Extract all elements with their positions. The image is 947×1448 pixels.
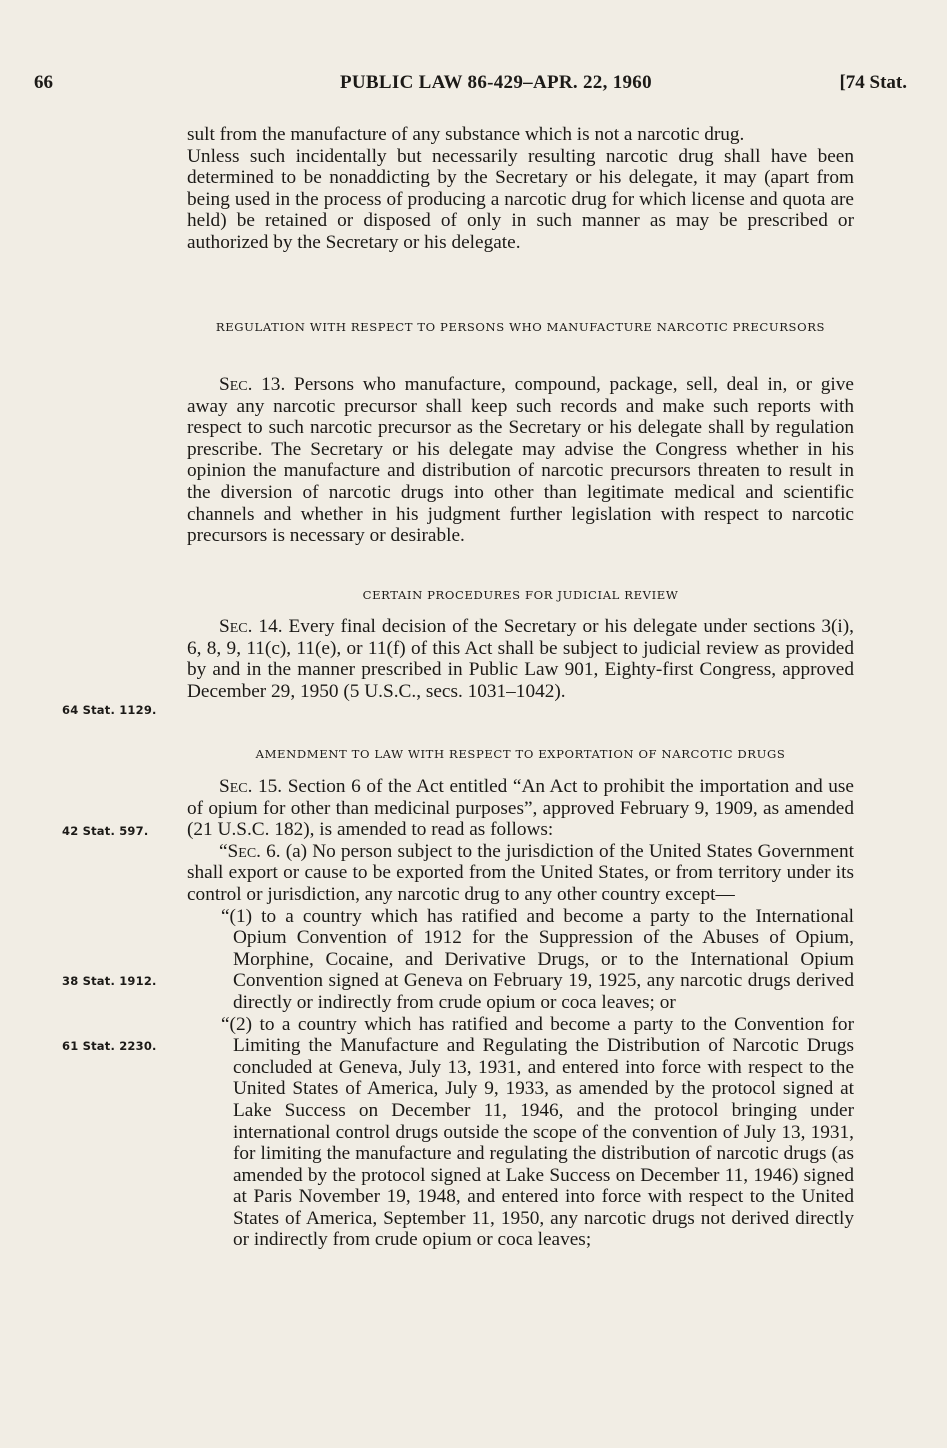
margin-citation: 64 Stat. 1129. bbox=[62, 703, 157, 717]
section-heading-precursors: REGULATION WITH RESPECT TO PERSONS WHO MANUFACTURE NARCOTIC PRECURSORS bbox=[215, 320, 826, 334]
section-15 bbox=[187, 776, 854, 1251]
clause-2: “(2) to a country which has ratified and become a party to the Convention for Limiting the Manufacture and Regulating the Distribution of Narcotic Drugs concluded at Geneva, July 13, 1931, and entered into force with respect to the United States of America, July 9, 1933, as amended by the protocol signed at Lake Success on December 11, 1946, and the protocol bringing under international control drugs outside the scope of the convention of July 13, 1931, for limiting the manufacture and regulating the distribution of narcotic drugs (as amended by the protocol signed at Lake Success on December 11, 1946) signed at Paris November 19, 1948, and entered into force with respect to the United States of America, September 11, 1950, any narcotic drugs not derived directly or indirectly from crude opium or coca leaves; bbox=[221, 1013, 854, 1251]
opening-block bbox=[187, 124, 854, 254]
section-6-text bbox=[187, 841, 854, 906]
section-14-text bbox=[187, 616, 854, 702]
section-label: Sec. 14. bbox=[219, 616, 283, 637]
stat-reference: [74 Stat. bbox=[839, 72, 907, 93]
margin-citation: 61 Stat. 2230. bbox=[62, 1039, 157, 1053]
margin-citation: 38 Stat. 1912. bbox=[62, 974, 157, 988]
section-15-text bbox=[187, 776, 854, 841]
page-header bbox=[30, 72, 907, 102]
running-head: PUBLIC LAW 86-429–APR. 22, 1960 bbox=[340, 72, 652, 93]
section-body: Persons who manufacture, compound, package, sell, deal in, or give away any narcotic precursor shall keep such records and make such reports with respect to such narcotic precursor as the Secretary or his delegate shall by regulation prescribe. The Secretary or his delegate may advise the Congress whether in his opinion the manufacture and distribution of narcotic precursors threaten to result in the diversion of narcotic drugs into other than legitimate medical and scientific channels and whether in his judgment further legislation with respect to narcotic precursors is necessary or desirable. bbox=[187, 374, 854, 547]
section-heading-judicial-review: CERTAIN PROCEDURES FOR JUDICIAL REVIEW bbox=[362, 588, 679, 602]
section-13 bbox=[187, 374, 854, 547]
paragraph-retention: Unless such incidentally but necessarily resulting narcotic drug shall have been determined to be nonaddicting by the Secretary or his delegate, it may (apart from being used in the process of producing a narcotic drug for which license and quota are held) be retained or disposed of only in such manner as may be prescribed or authorized by the Secretary or his delegate. bbox=[187, 145, 854, 253]
section-label: Sec. 15. bbox=[219, 776, 283, 797]
section-label: “Sec. 6. bbox=[219, 840, 281, 862]
paragraph-continuation: sult from the manufacture of any substance which is not a narcotic drug. bbox=[187, 124, 745, 145]
page-number: 66 bbox=[34, 72, 53, 93]
section-body: Section 6 of the Act entitled “An Act to prohibit the importation and use of opium for other than medicinal purposes”, approved February 9, 1909, as amended (21 U.S.C. 182), is amended to read as follows: bbox=[187, 776, 854, 841]
section-14 bbox=[187, 616, 854, 702]
section-label: Sec. 13. bbox=[219, 374, 286, 395]
section-heading-exportation: AMENDMENT TO LAW WITH RESPECT TO EXPORTATION OF NARCOTIC DRUGS bbox=[255, 747, 786, 761]
section-body: Every final decision of the Secretary or his delegate under sections 3(i), 6, 8, 9, 11(c), 11(e), or 11(f) of this Act shall be subject to judicial review as provided by and in the manner prescribed in Public Law 901, Eighty-first Congress, approved December 29, 1950 (5 U.S.C., secs. 1031–1042). bbox=[187, 616, 854, 702]
section-13-text bbox=[187, 374, 854, 547]
clause-1: “(1) to a country which has ratified and become a party to the International Opium Convention of 1912 for the Suppression of the Abuses of Opium, Morphine, Cocaine, and Derivative Drugs, or to the International Opium Convention signed at Geneva on February 19, 1925, any narcotic drugs derived directly or indirectly from crude opium or coca leaves; or bbox=[221, 905, 854, 1013]
section-body: (a) No person subject to the jurisdiction of the United States Government shall export or cause to be exported from the United States, or from territory under its control or jurisdiction, any narcotic drug to any other country except— bbox=[187, 840, 854, 905]
margin-citation: 42 Stat. 597. bbox=[62, 824, 149, 838]
